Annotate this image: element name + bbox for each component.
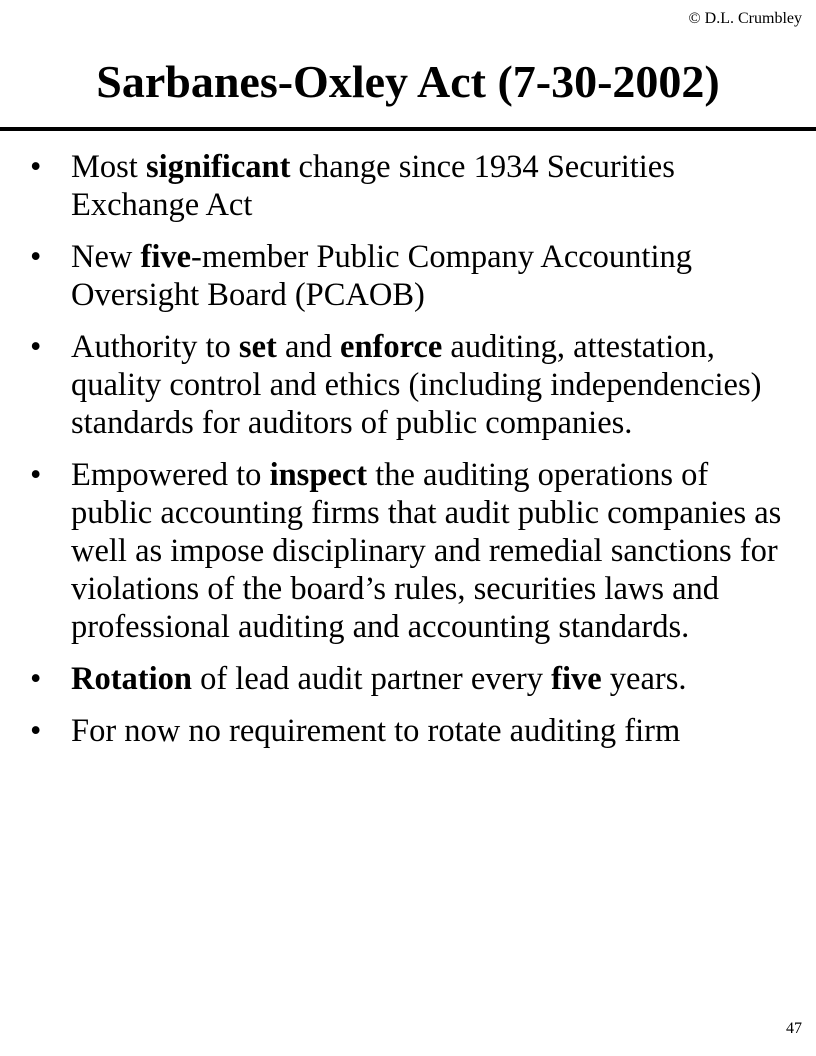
text-run: Most: [71, 149, 146, 185]
text-run: the auditing operations of public accounting firms that audit public companies as well as impose disciplinary and remedial sanctions for violations of the board’s rules, securities laws and professional auditing and accounting standards.: [71, 457, 782, 645]
bullet-item: [30, 712, 790, 750]
bullet-item: [30, 238, 790, 314]
title-divider: [0, 127, 816, 131]
bullet-text: [71, 239, 692, 313]
slide-title: Sarbanes-Oxley Act (7-30-2002): [96, 56, 720, 107]
bullet-dot-icon: •: [30, 457, 42, 493]
bullet-text: [71, 457, 781, 645]
text-run: New: [71, 239, 141, 275]
bullet-text: [71, 329, 761, 441]
bullet-item: [30, 148, 790, 224]
text-run: Empowered to: [71, 457, 270, 493]
copyright-notice: © D.L. Crumbley: [688, 10, 802, 27]
text-run: change since 1934 Securities Exchange Act: [71, 149, 675, 223]
text-run: of lead audit partner every: [191, 661, 552, 697]
emphasis-text: significant: [145, 149, 291, 185]
bullet-dot-icon: •: [30, 661, 42, 697]
text-run: years.: [601, 661, 687, 697]
text-run: Authority to: [71, 329, 239, 365]
bullet-item: [30, 456, 790, 646]
text-run: auditing, attestation, quality control and ethics (including independencies) standards for auditors of public companies.: [71, 329, 762, 441]
text-run: and: [276, 329, 341, 365]
emphasis-text: five: [140, 239, 192, 275]
bullet-dot-icon: •: [30, 239, 42, 275]
bullet-item: [30, 328, 790, 442]
bullet-dot-icon: •: [30, 329, 42, 365]
bullet-text: [71, 713, 680, 749]
emphasis-text: Rotation: [71, 661, 192, 697]
bullet-item: [30, 660, 790, 698]
page-number: 47: [786, 1020, 802, 1037]
emphasis-text: set: [238, 329, 277, 365]
bullet-dot-icon: •: [30, 149, 42, 185]
text-run: -member Public Company Accounting Oversight Board (PCAOB): [71, 239, 692, 313]
bullet-dot-icon: •: [30, 713, 42, 749]
emphasis-text: inspect: [269, 457, 368, 493]
text-run: For now no requirement to rotate auditing firm: [71, 713, 681, 749]
bullet-list: [30, 148, 790, 764]
emphasis-text: five: [551, 661, 602, 697]
bullet-text: [71, 661, 686, 697]
bullet-text: [71, 149, 675, 223]
emphasis-text: enforce: [340, 329, 443, 365]
